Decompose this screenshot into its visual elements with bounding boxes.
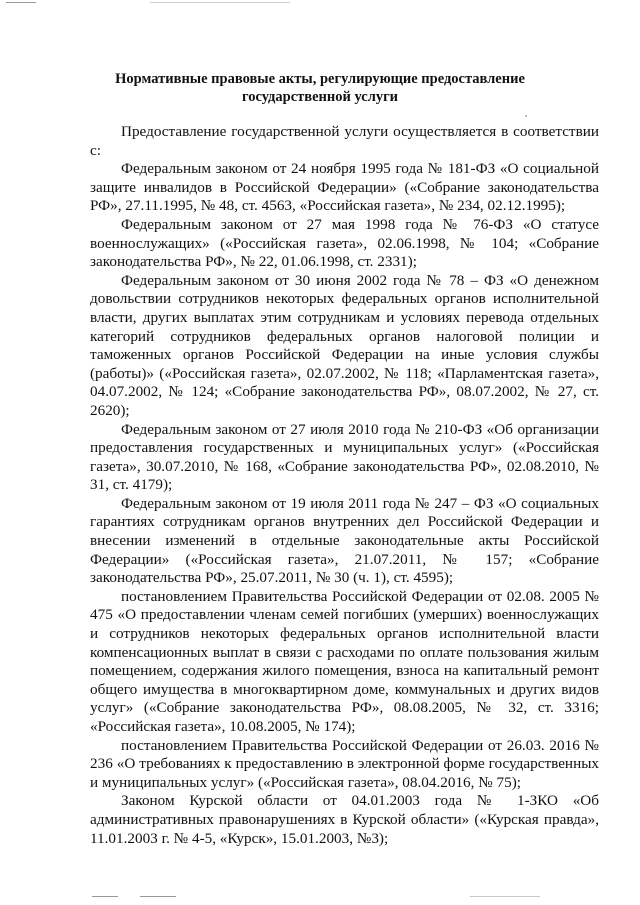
- scan-artifact-bottom-3: [470, 896, 540, 897]
- law-76-fz-paragraph: Федеральным законом от 27 мая 1998 года № 76-ФЗ «О статусе военнослужащих» («Российская газета», 02.06.1998, № 104; «Собрание законодательства РФ», № 22, 01.06.1998, ст. 2331);: [90, 215, 599, 271]
- scan-artifact-bottom: [92, 896, 118, 897]
- title-line-2: государственной услуги: [241, 89, 399, 105]
- scan-artifact-bottom-2: [140, 896, 176, 897]
- law-78-fz-paragraph: Федеральным законом от 30 июня 2002 года № 78 – ФЗ «О денежном довольствии сотрудников некоторых федеральных органов исполнительной власти, других выплатах этим сотрудникам и условиях перевода отдельных категорий сотрудников федеральных органов налоговой полиции и таможенных органов Российской Федерации на иные условия службы (работы)» («Российская газета», 02.07.2002, № 118; «Парламентская газета», 04.07.2002, № 124; «Собрание законодательства РФ», 08.07.2002, № 27, ст. 2620);: [90, 271, 599, 419]
- law-210-fz-paragraph: Федеральным законом от 27 июля 2010 года № 210-ФЗ «Об организации предоставления государственных и муниципальных услуг» («Российская газета», 30.07.2010, № 168, «Собрание законодательства РФ», 02.08.2010, № 31, ст. 4179);: [90, 420, 599, 494]
- scan-artifact-top-right: [150, 2, 290, 3]
- document-body: [90, 123, 599, 848]
- kursk-law-1-zko-paragraph: Законом Курской области от 04.01.2003 года № 1-ЗКО «Об административных правонарушениях в Курской области» («Курская правда», 11.01.2003 г. № 4-5, «Курск», 15.01.2003, №3);: [90, 792, 599, 847]
- title-line-1: Нормативные правовые акты, регулирующие предоставление: [115, 71, 525, 87]
- document-title: [90, 70, 550, 106]
- resolution-236-paragraph: постановлением Правительства Российской Федерации от 26.03. 2016 № 236 «О требованиях к предоставлению в электронной форме государственных и муниципальных услуг» («Российская газета», 08.04.2016, № 75);: [90, 736, 599, 791]
- scan-speck: [525, 115, 527, 117]
- resolution-475-paragraph: постановлением Правительства Российской Федерации от 02.08. 2005 № 475 «О предоставлении членам семей погибших (умерших) военнослужащих и сотрудников некоторых федеральных органов исполнительной власти компенсационных выплат в связи с расходами по оплате пользования жилым помещением, содержания жилого помещения, взноса на капитальный ремонт общего имущества в многоквартирном доме, коммунальных и других видов услуг» («Собрание законодательства РФ», 08.08.2005, № 32, ст. 3316; «Российская газета», 10.08.2005, № 174);: [90, 587, 599, 735]
- law-181-fz-paragraph: Федеральным законом от 24 ноября 1995 года № 181-ФЗ «О социальной защите инвалидов в Российской Федерации» («Собрание законодательства РФ», 27.11.1995, № 48, ст. 4563, «Российская газета», № 234, 02.12.1995);: [90, 160, 599, 215]
- intro-paragraph: Предоставление государственной услуги осуществляется в соответствии с:: [90, 123, 599, 159]
- law-247-fz-paragraph: Федеральным законом от 19 июля 2011 года № 247 – ФЗ «О социальных гарантиях сотрудникам органов внутренних дел Российской Федерации и внесении изменений в отдельные законодательные акты Российской Федерации» («Российская газета», 21.07.2011, № 157; «Собрание законодательства РФ», 25.07.2011, № 30 (ч. 1), ст. 4595);: [90, 494, 599, 587]
- scan-artifact-top: [6, 2, 36, 3]
